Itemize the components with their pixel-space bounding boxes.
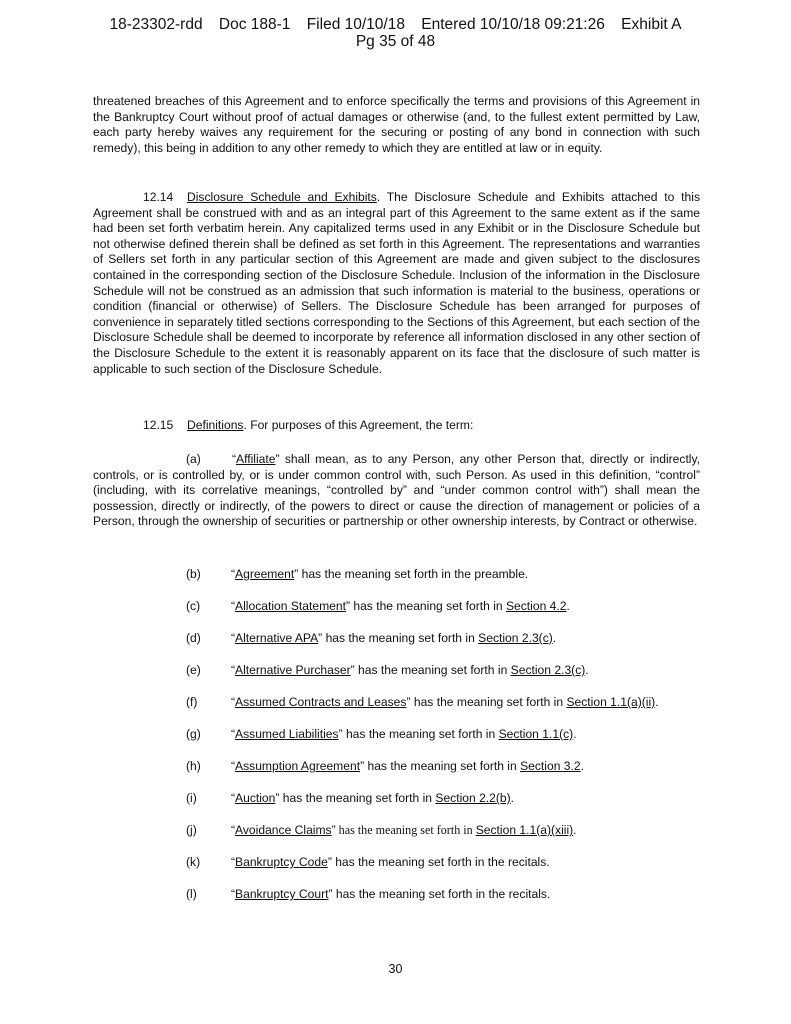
definition-term: Assumed Liabilities [235,727,339,741]
definition-text: has the meaning set forth in the preamble. [298,567,529,581]
section-title: Definitions [187,418,244,432]
definition-text: has the meaning set forth in [279,791,436,805]
definition-term: Auction [235,791,276,805]
section-12-14 [93,190,700,377]
definition-text: has the meaning set forth in [410,695,567,709]
definition-item: (h) “Assumption Agreement” has the meaning set forth in Section 3.2. [186,759,584,773]
page-count: Pg 35 of 48 [355,33,436,50]
section-12-15 [93,418,700,434]
definition-letter: (l) [186,887,197,901]
definition-item: (k) “Bankruptcy Code” has the meaning set forth in the recitals. [186,855,550,869]
definition-item: (e) “Alternative Purchaser” has the meaning set forth in Section 2.3(c). [186,663,589,677]
definition-letter: (i) [186,791,197,805]
definition-item: (f) “Assumed Contracts and Leases” has the meaning set forth in Section 1.1(a)(ii). [186,695,659,709]
definition-term: Affiliate [236,452,276,466]
definition-letter: (a) [186,452,201,466]
section-number: 12.14 [143,190,174,204]
section-reference: Section 3.2 [520,759,581,773]
section-reference: Section 1.1(a)(xiii) [475,823,574,837]
court-filing-header [0,16,791,50]
section-reference: Section 2.3(c) [510,663,586,677]
definition-item: (d) “Alternative APA” has the meaning set forth in Section 2.3(c). [186,631,557,645]
case-number: 18-23302-rdd [109,16,203,33]
exhibit-label: Exhibit A [621,16,682,33]
definition-letter: (j) [186,823,197,837]
definition-item: (b) “Agreement” has the meaning set forth in the preamble. [186,567,529,581]
definition-text: has the meaning set forth in [342,727,499,741]
definition-item: (j) “Avoidance Claims” has the meaning set forth in Section 1.1(a)(xiii). [186,823,577,837]
definition-text: shall mean, as to any Person, any other Person that, directly or indirectly, controls, or is controlled by, or is under common control with, such Person. As used in this definition, “control” (including, with its correlative meanings, “controlled by” and “under common control with”) shall mean the possession, directly or indirectly, of the powers to direct or cause the direction of management or policies of a Person, through the ownership of securities or partnership or other ownership interests, by Contract or otherwise. [93,452,700,529]
definition-term: Avoidance Claims [235,823,332,837]
section-reference: Section 4.2 [505,599,567,613]
definition-term: Alternative APA [235,631,319,645]
section-reference: Section 2.3(c) [478,631,553,645]
section-title: Disclosure Schedule and Exhibits [187,190,377,204]
definition-letter: (d) [186,631,201,645]
entered-date: Entered 10/10/18 09:21:26 [421,16,605,33]
definition-item: (c) “Allocation Statement” has the meaning set forth in Section 4.2. [186,599,570,613]
section-body: . The Disclosure Schedule and Exhibits attached to this Agreement shall be construed with and as an integral part of this Agreement to the same extent as if the same had been set forth verbatim herein. Any capitalized terms used in any Exhibit or in the Disclosure Schedule but not otherwise defined therein shall be defined as set forth in this Agreement. The representations and warranties of Sellers set forth in any particular section of this Agreement are made and given subject to the disclosures contained in the corresponding section of the Disclosure Schedule. Inclusion of the information in the Disclosure Schedule will not be construed as an admission that such information is material to the business, operations or condition (financial or otherwise) of Sellers. The Disclosure Schedule has been arranged for purposes of convenience in separately titled sections corresponding to the Sections of this Agreement, but each section of the Disclosure Schedule shall be deemed to incorporate by reference all information disclosed in any other section of the Disclosure Schedule to the extent it is reasonably apparent on its face that the disclosure of such matter is applicable to such section of the Disclosure Schedule. [93,190,700,376]
definition-letter: (k) [186,855,201,869]
definition-item: (g) “Assumed Liabilities” has the meaning set forth in Section 1.1(c). [186,727,577,741]
definition-letter: (b) [186,567,201,581]
definition-term: Agreement [235,567,295,581]
section-reference: Section 1.1(a)(ii) [566,695,656,709]
definition-item: (l) “Bankruptcy Court” has the meaning set forth in the recitals. [186,887,551,901]
definition-letter: (f) [186,695,198,709]
section-number: 12.15 [143,418,174,432]
definition-letter: (g) [186,727,201,741]
page-number: 30 [388,962,403,976]
definition-term: Assumption Agreement [235,759,361,773]
definition-term: Assumed Contracts and Leases [235,695,407,709]
definition-affiliate: (a) “Affiliate” shall mean, as to any Person, any other Person that, directly or indirectly, controls, or is controlled by, or is under common control with, such Person. As used in this definition, “control” (including, with its correlative meanings, “controlled by” and “under common control with”) shall mean the possession, directly or indirectly, of the powers to direct or cause the direction of management or policies of a Person, through the ownership of securities or partnership or other ownership interests, by Contract or otherwise. [93,452,700,529]
definition-letter: (c) [186,599,201,613]
definition-term: Bankruptcy Code [235,855,328,869]
definition-letter: (h) [186,759,201,773]
definition-text: has the meaning set forth in [354,663,511,677]
definition-item: (i) “Auction” has the meaning set forth in Section 2.2(b). [186,791,515,805]
definition-text: has the meaning set forth in [364,759,521,773]
definition-text: has the meaning set forth in the recitals. [331,855,550,869]
definition-term: Bankruptcy Court [235,887,329,901]
filed-date: Filed 10/10/18 [306,16,405,33]
definition-text: has the meaning set forth in [335,823,476,837]
definition-term: Allocation Statement [235,599,346,613]
definition-text: has the meaning set forth in [350,599,506,613]
section-reference: Section 1.1(c) [498,727,574,741]
definition-term: Alternative Purchaser [235,663,351,677]
definition-letter: (e) [186,663,201,677]
definition-text: has the meaning set forth in [322,631,479,645]
definition-text: has the meaning set forth in the recitals. [332,887,551,901]
doc-number: Doc 188-1 [218,16,291,33]
section-reference: Section 2.2(b) [435,791,511,805]
continuation-paragraph: threatened breaches of this Agreement and to enforce specifically the terms and provisions of this Agreement in the Bankruptcy Court without proof of actual damages or otherwise (and, to the fullest extent permitted by Law, each party hereby waives any requirement for the securing or posting of any bond in connection with such remedy), this being in addition to any other remedy to which they are entitled at law or in equity. [93,94,700,155]
section-body: . For purposes of this Agreement, the term: [243,418,474,432]
